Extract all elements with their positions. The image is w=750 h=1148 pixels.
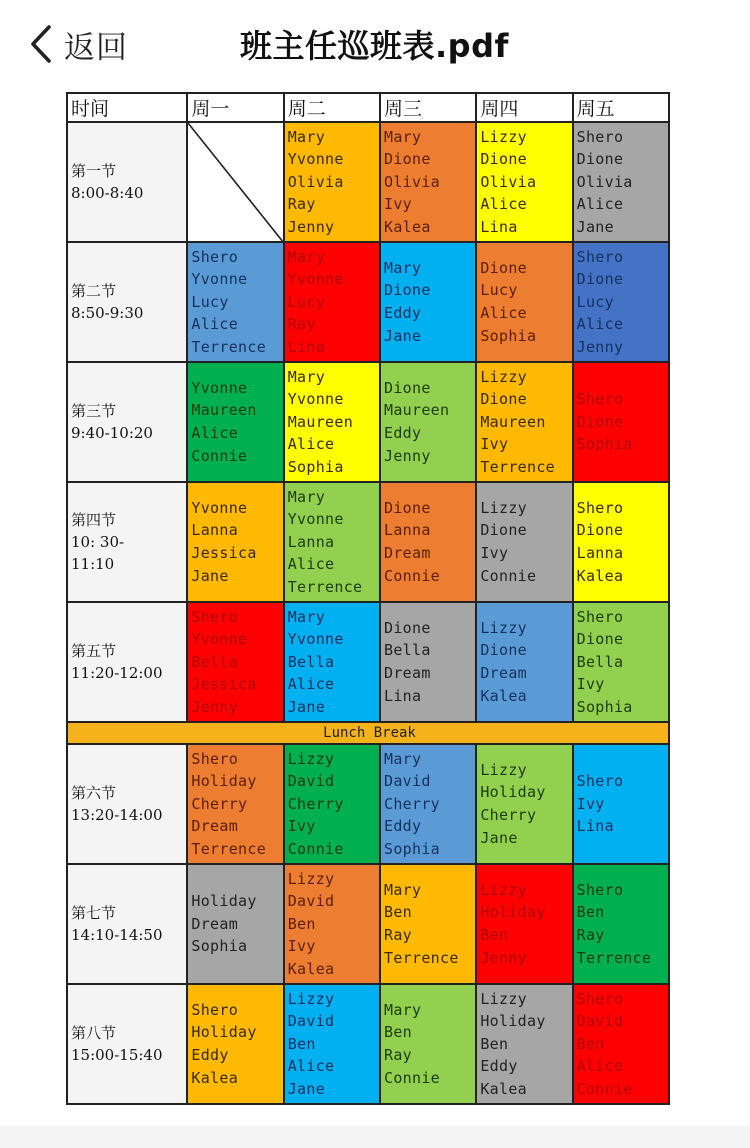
teacher-name: Lizzy <box>287 869 335 888</box>
teacher-name: Cherry <box>480 806 537 824</box>
teacher-name: Dione <box>576 150 624 169</box>
period-label <box>67 602 187 722</box>
slot-wednesday <box>380 864 476 984</box>
teacher-name: Jessica <box>191 544 257 562</box>
slot-monday <box>187 984 283 1104</box>
teacher-name: Shero <box>576 498 624 517</box>
period-time: 8:50-9:30 <box>71 304 144 322</box>
teacher-name: Sophia <box>576 435 633 454</box>
teacher-name: Bella <box>576 652 624 671</box>
teacher-name: Ben <box>384 1023 413 1042</box>
teacher-name: Jenny <box>384 446 431 465</box>
teacher-name: Bella <box>287 652 335 671</box>
teacher-name: Kalea <box>480 686 527 705</box>
teacher-name: Dione <box>384 498 431 517</box>
teacher-name: Cherry <box>287 794 344 813</box>
teacher-name: Lizzy <box>287 989 335 1008</box>
teacher-name: Ray <box>287 195 316 214</box>
period-row <box>67 482 669 602</box>
teacher-name: Lucy <box>287 292 326 311</box>
teacher-name: Lina <box>384 686 422 705</box>
teacher-name: Alice <box>287 1057 335 1076</box>
teacher-name: Sophia <box>191 937 248 956</box>
teacher-name: Alice <box>287 435 335 454</box>
teacher-name: Alice <box>576 1057 624 1076</box>
teacher-name: Connie <box>480 566 537 585</box>
teacher-name: Ben <box>384 903 413 922</box>
back-label: 返回 <box>64 29 128 66</box>
teacher-name: Shero <box>576 127 624 146</box>
teacher-name: Terrence <box>480 457 555 476</box>
slot-thursday <box>476 864 572 984</box>
teacher-name: Kalea <box>480 1079 527 1098</box>
teacher-name: Lanna <box>576 544 624 562</box>
teacher-name: Shero <box>191 1000 239 1019</box>
teacher-name: Yvonne <box>287 390 344 409</box>
teacher-name: Mary <box>287 247 326 266</box>
period-name: 第七节 <box>71 904 117 922</box>
slot-tuesday <box>284 864 380 984</box>
teacher-name: Holiday <box>480 903 546 922</box>
teacher-name: Alice <box>191 424 239 442</box>
teacher-name: Eddy <box>480 1057 518 1076</box>
teacher-name: Lizzy <box>480 367 527 386</box>
schedule-body <box>67 122 669 1104</box>
teacher-name: Holiday <box>191 772 257 791</box>
teacher-name: Olivia <box>576 172 633 191</box>
period-time: 9:40-10:20 <box>71 424 153 442</box>
teacher-name: Jane <box>287 697 326 716</box>
period-time: 8:00-8:40 <box>71 184 144 202</box>
slot-wednesday <box>380 602 476 722</box>
teacher-name: Terrence <box>191 839 267 858</box>
teacher-name: Kalea <box>576 566 624 585</box>
teacher-name: Mary <box>384 1000 422 1019</box>
teacher-name: Dione <box>480 258 527 277</box>
teacher-name: Lanna <box>384 521 431 540</box>
teacher-name: Shero <box>576 989 624 1008</box>
period-label <box>67 122 187 242</box>
teacher-name: Jane <box>287 1079 326 1098</box>
teacher-name: Dione <box>576 630 624 649</box>
teacher-name: Mary <box>287 607 326 626</box>
chevron-left-icon <box>30 25 52 63</box>
period-row <box>67 744 669 864</box>
header-tuesday: 周二 <box>284 93 380 122</box>
teacher-name: Maureen <box>480 412 546 431</box>
teacher-name: Dione <box>384 618 431 637</box>
document-title: 班主任巡班表.pdf <box>240 27 509 65</box>
teacher-name: Lizzy <box>480 498 527 517</box>
teacher-name: Lizzy <box>480 127 527 146</box>
slot-friday <box>573 984 669 1104</box>
teacher-name: Lina <box>287 337 326 356</box>
teacher-name: Ray <box>576 926 605 944</box>
teacher-name: Alice <box>287 555 335 574</box>
teacher-name: Holiday <box>480 783 546 802</box>
slot-friday <box>573 122 669 242</box>
slot-tuesday <box>284 362 380 482</box>
teacher-name: Lizzy <box>480 989 527 1008</box>
diagonal-slash <box>188 123 282 241</box>
teacher-name: Mary <box>384 749 422 768</box>
teacher-name: David <box>287 1012 335 1031</box>
teacher-name: Jane <box>384 326 422 345</box>
teacher-name: Kalea <box>384 217 431 236</box>
header-wednesday: 周三 <box>380 93 476 122</box>
teacher-name: Alice <box>576 315 624 334</box>
teacher-name: Dione <box>384 281 431 300</box>
period-row <box>67 602 669 722</box>
period-label <box>67 242 187 362</box>
teacher-name: Dione <box>576 521 624 540</box>
teacher-name: Sophia <box>576 697 633 716</box>
period-row <box>67 122 669 242</box>
period-row <box>67 984 669 1104</box>
teacher-name: Ray <box>384 926 413 944</box>
teacher-name: Lina <box>480 217 518 236</box>
empty-slot-monday <box>187 122 283 242</box>
back-button[interactable] <box>30 22 128 66</box>
period-row <box>67 362 669 482</box>
teacher-name: Lizzy <box>480 880 527 899</box>
teacher-name: Holiday <box>480 1012 546 1031</box>
teacher-name: Lanna <box>191 521 239 540</box>
teacher-name: Maureen <box>287 412 354 431</box>
slot-wednesday <box>380 242 476 362</box>
teacher-name: Ben <box>287 1034 316 1053</box>
teacher-name: Ivy <box>480 435 509 454</box>
teacher-name: Shero <box>191 749 239 768</box>
teacher-name: Connie <box>576 1079 633 1098</box>
teacher-name: Eddy <box>384 424 422 442</box>
slot-tuesday <box>284 602 380 722</box>
teacher-name: Ivy <box>480 544 509 562</box>
slot-monday <box>187 362 283 482</box>
teacher-name: Olivia <box>480 172 537 191</box>
teacher-name: Jane <box>480 828 518 847</box>
teacher-name: Eddy <box>384 817 422 836</box>
teacher-name: Ben <box>480 926 509 944</box>
slot-thursday <box>476 242 572 362</box>
teacher-name: Cherry <box>191 794 248 813</box>
teacher-name: Dione <box>480 641 527 660</box>
teacher-name: Yvonne <box>287 150 344 169</box>
teacher-name: Maureen <box>191 401 257 420</box>
teacher-name: Lizzy <box>480 760 527 779</box>
teacher-name: Olivia <box>384 172 441 191</box>
teacher-name: Yvonne <box>287 630 344 649</box>
teacher-name: Ben <box>480 1034 509 1053</box>
teacher-name: Dione <box>576 270 624 289</box>
teacher-name: Yvonne <box>191 270 248 289</box>
teacher-name: Ivy <box>576 675 605 694</box>
teacher-name: Shero <box>191 607 239 626</box>
slot-friday <box>573 864 669 984</box>
period-time: 15:00-15:40 <box>71 1046 163 1064</box>
slot-tuesday <box>284 744 380 864</box>
teacher-name: Ray <box>384 1046 413 1064</box>
teacher-name: Bella <box>384 641 431 660</box>
teacher-name: Yvonne <box>191 630 248 649</box>
teacher-name: Jenny <box>576 337 624 356</box>
period-name: 第二节 <box>71 282 117 300</box>
teacher-name: Cherry <box>384 794 441 813</box>
teacher-name: Mary <box>287 367 326 386</box>
slot-wednesday <box>380 482 476 602</box>
slot-tuesday <box>284 984 380 1104</box>
teacher-name: Ben <box>287 914 316 933</box>
slot-friday <box>573 482 669 602</box>
teacher-name: Connie <box>287 839 344 858</box>
schedule-table <box>66 92 670 1105</box>
period-name: 第三节 <box>71 402 117 420</box>
slot-monday <box>187 482 283 602</box>
teacher-name: Shero <box>191 247 239 266</box>
teacher-name: Jenny <box>480 948 527 967</box>
teacher-name: Lucy <box>576 292 614 311</box>
period-name: 第五节 <box>71 642 117 660</box>
pdf-page <box>66 92 672 1126</box>
teacher-name: David <box>576 1012 624 1031</box>
top-navigation-bar <box>0 0 750 88</box>
teacher-name: Alice <box>191 315 239 334</box>
header-time: 时间 <box>67 93 187 122</box>
period-name: 第一节 <box>71 162 117 180</box>
teacher-name: Holiday <box>191 892 257 911</box>
header-row <box>67 93 669 122</box>
slot-wednesday <box>380 984 476 1104</box>
teacher-name: Yvonne <box>287 510 344 529</box>
teacher-name: Dream <box>191 914 239 933</box>
period-time: 11:10 <box>71 555 115 573</box>
period-name: 第六节 <box>71 784 117 802</box>
teacher-name: Ivy <box>576 794 605 813</box>
teacher-name: Lizzy <box>480 618 527 637</box>
teacher-name: Connie <box>384 566 441 585</box>
slot-thursday <box>476 362 572 482</box>
period-time: 13:20-14:00 <box>71 806 163 824</box>
slot-thursday <box>476 744 572 864</box>
teacher-name: Ivy <box>287 937 316 956</box>
slot-wednesday <box>380 122 476 242</box>
teacher-name: Yvonne <box>287 270 344 289</box>
slot-wednesday <box>380 362 476 482</box>
slot-tuesday <box>284 482 380 602</box>
teacher-name: Shero <box>576 880 624 899</box>
period-time: 14:10-14:50 <box>71 926 163 944</box>
teacher-name: Dream <box>384 544 431 562</box>
teacher-name: Ivy <box>384 195 413 214</box>
lunch-break-label: Lunch Break <box>67 722 669 744</box>
period-label <box>67 482 187 602</box>
period-row <box>67 242 669 362</box>
teacher-name: Mary <box>287 127 326 146</box>
slot-wednesday <box>380 744 476 864</box>
teacher-name: Lina <box>576 817 614 836</box>
teacher-name: Sophia <box>287 457 344 476</box>
teacher-name: Ivy <box>287 817 316 836</box>
teacher-name: Dione <box>480 521 527 540</box>
slot-tuesday <box>284 242 380 362</box>
slot-friday <box>573 362 669 482</box>
teacher-name: Dione <box>384 150 431 169</box>
teacher-name: Mary <box>384 127 422 146</box>
teacher-name: Dream <box>384 664 431 682</box>
teacher-name: Mary <box>287 487 326 506</box>
teacher-name: Connie <box>191 446 248 465</box>
teacher-name: Mary <box>384 880 422 899</box>
teacher-name: Terrence <box>576 948 652 967</box>
slot-monday <box>187 602 283 722</box>
teacher-name: Terrence <box>191 337 267 356</box>
teacher-name: Dione <box>384 378 431 397</box>
teacher-name: Dione <box>480 390 527 409</box>
teacher-name: Yvonne <box>191 498 248 517</box>
slot-monday <box>187 744 283 864</box>
teacher-name: Bella <box>191 652 239 671</box>
period-name: 第四节 <box>71 511 117 529</box>
slot-monday <box>187 242 283 362</box>
period-label <box>67 744 187 864</box>
period-row <box>67 864 669 984</box>
teacher-name: Lizzy <box>287 749 335 768</box>
teacher-name: Lucy <box>480 281 518 300</box>
teacher-name: Shero <box>576 247 624 266</box>
lunch-row <box>67 722 669 744</box>
teacher-name: Alice <box>480 195 527 214</box>
slot-thursday <box>476 602 572 722</box>
slot-friday <box>573 602 669 722</box>
teacher-name: Ben <box>576 903 605 922</box>
teacher-name: Eddy <box>191 1046 229 1064</box>
slot-thursday <box>476 984 572 1104</box>
teacher-name: Jenny <box>287 217 335 236</box>
teacher-name: Mary <box>384 258 422 277</box>
teacher-name: Terrence <box>287 577 363 596</box>
page-gap <box>0 1126 750 1148</box>
teacher-name: Jessica <box>191 675 257 694</box>
slot-tuesday <box>284 122 380 242</box>
teacher-name: David <box>287 772 335 791</box>
teacher-name: Alice <box>287 675 335 694</box>
teacher-name: Jane <box>191 566 229 585</box>
teacher-name: Yvonne <box>191 378 248 397</box>
teacher-name: Alice <box>576 195 624 214</box>
teacher-name: Eddy <box>384 304 422 322</box>
period-time: 11:20-12:00 <box>71 664 163 682</box>
slot-friday <box>573 242 669 362</box>
header-monday: 周一 <box>187 93 283 122</box>
period-label <box>67 362 187 482</box>
header-friday: 周五 <box>573 93 669 122</box>
teacher-name: David <box>384 772 431 791</box>
teacher-name: Alice <box>480 304 527 322</box>
teacher-name: Ray <box>287 315 316 334</box>
teacher-name: David <box>287 892 335 911</box>
slot-thursday <box>476 122 572 242</box>
teacher-name: Kalea <box>191 1068 239 1087</box>
period-time: 10: 30- <box>71 533 125 551</box>
teacher-name: Holiday <box>191 1023 257 1042</box>
period-label <box>67 864 187 984</box>
teacher-name: Maureen <box>384 401 450 420</box>
teacher-name: Olivia <box>287 172 344 191</box>
period-name: 第八节 <box>71 1024 117 1042</box>
teacher-name: Kalea <box>287 959 335 978</box>
slot-thursday <box>476 482 572 602</box>
teacher-name: Dione <box>480 150 527 169</box>
teacher-name: Lucy <box>191 292 229 311</box>
teacher-name: Lanna <box>287 532 335 551</box>
teacher-name: Sophia <box>384 839 441 858</box>
teacher-name: Connie <box>384 1068 441 1087</box>
period-label <box>67 984 187 1104</box>
teacher-name: Sophia <box>480 326 537 345</box>
teacher-name: Shero <box>576 772 624 791</box>
teacher-name: Jenny <box>191 697 239 716</box>
teacher-name: Dream <box>191 817 239 836</box>
header-thursday: 周四 <box>476 93 572 122</box>
teacher-name: Jane <box>576 217 614 236</box>
slot-friday <box>573 744 669 864</box>
teacher-name: Ben <box>576 1034 605 1053</box>
teacher-name: Terrence <box>384 948 459 967</box>
teacher-name: Shero <box>576 607 624 626</box>
teacher-name: Dream <box>480 664 527 682</box>
teacher-name: Shero <box>576 390 624 409</box>
slot-monday <box>187 864 283 984</box>
teacher-name: Dione <box>576 412 624 431</box>
